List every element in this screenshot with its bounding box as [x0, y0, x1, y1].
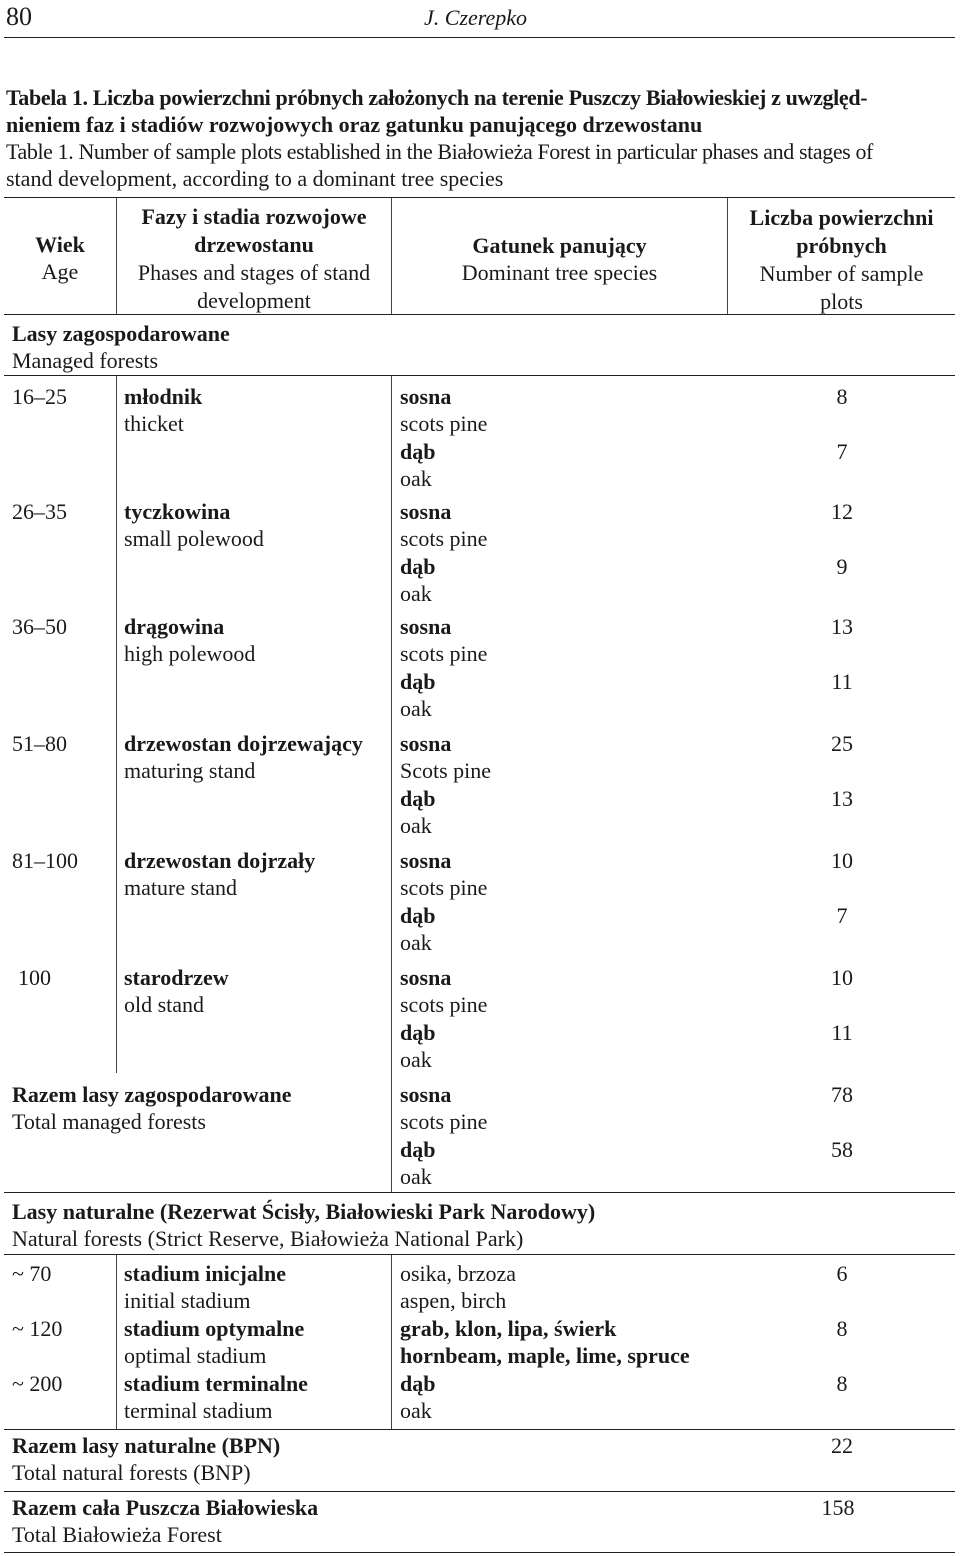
- managed-total-sp2-pl: dąb: [400, 1137, 436, 1162]
- row6-age: 100: [18, 965, 51, 990]
- row2-n2: 9: [836, 554, 848, 579]
- nat-row2-phase-en: optimal stadium: [124, 1343, 267, 1368]
- nat-row1-sp-pl: osika, brzoza: [400, 1261, 517, 1286]
- row1-sp1-pl: sosna: [400, 384, 452, 409]
- nat-row2-n: 8: [836, 1316, 848, 1341]
- header-phase-en-1: Phases and stages of stand: [137, 260, 371, 285]
- row5-sp1-en: scots pine: [400, 875, 488, 900]
- natural-total-rule: [4, 1429, 955, 1430]
- nat-row3-sp-pl: dąb: [400, 1371, 436, 1396]
- row3-sp1-en: scots pine: [400, 641, 488, 666]
- nat-row3-phase-pl: stadium terminalne: [124, 1371, 308, 1396]
- row2-phase-pl: tyczkowina: [124, 499, 231, 524]
- row4-n2: 13: [831, 786, 853, 811]
- nat-row3-age: ~ 200: [12, 1371, 63, 1396]
- row1-sp2-pl: dąb: [400, 439, 436, 464]
- row3-age: 36–50: [12, 614, 67, 639]
- row3-sp2-en: oak: [400, 696, 432, 721]
- row2-sp1-pl: sosna: [400, 499, 452, 524]
- col-rule-2-natural: [391, 1255, 392, 1429]
- natural-section-title-text: Lasy naturalne (Rezerwat Ścisły, Białowieski Park Narodowy): [12, 1199, 596, 1224]
- caption-pl-line1: Tabela 1. Liczba powierzchni próbnych założonych na terenie Puszczy Białowieskiej z uwzględ-: [6, 85, 868, 110]
- row2-phase-en: small polewood: [124, 526, 264, 551]
- row1-age: 16–25: [12, 384, 67, 409]
- nat-row3-sp-en: oak: [400, 1398, 432, 1423]
- nat-row3-n: 8: [836, 1371, 848, 1396]
- row4-n1: 25: [831, 731, 853, 756]
- nat-row2-sp-en: hornbeam, maple, lime, spruce: [400, 1343, 690, 1368]
- table-bottom-rule: [4, 1552, 955, 1553]
- managed-total-n1: 78: [831, 1082, 853, 1107]
- row5-age: 81–100: [12, 848, 78, 873]
- row6-n1: 10: [831, 965, 853, 990]
- row5-n2: 7: [836, 903, 848, 928]
- managed-total-n2: 58: [831, 1137, 853, 1162]
- row3-n2: 11: [831, 669, 853, 694]
- nat-row1-age: ~ 70: [12, 1261, 52, 1286]
- row5-phase-pl: drzewostan dojrzały: [124, 848, 316, 873]
- row6-n2: 11: [831, 1020, 853, 1045]
- managed-section-subtitle: Managed forests: [12, 348, 159, 373]
- row1-n2: 7: [836, 439, 848, 464]
- row1-phase-pl: młodnik: [124, 384, 203, 409]
- row4-phase-en: maturing stand: [124, 758, 256, 783]
- natural-total-label-en: Total natural forests (BNP): [12, 1460, 251, 1485]
- caption-pl-line2: nieniem faz i stadiów rozwojowych oraz gatunku panującego drzewostanu: [6, 112, 703, 137]
- row6-sp2-pl: dąb: [400, 1020, 436, 1045]
- col-rule-1-managed: [116, 376, 117, 1073]
- header-phase: [117, 203, 391, 315]
- row2-sp2-en: oak: [400, 581, 432, 606]
- row5-n1: 10: [831, 848, 853, 873]
- row6-sp1-en: scots pine: [400, 992, 488, 1017]
- col-rule-1-natural: [116, 1255, 117, 1429]
- row3-sp1-pl: sosna: [400, 614, 452, 639]
- natural-section-top-rule: [4, 1192, 955, 1193]
- header-count-pl-1: Liczba powierzchni: [749, 205, 934, 230]
- natural-section-subtitle: Natural forests (Strict Reserve, Białowieża National Park): [12, 1226, 524, 1251]
- row3-phase-pl: drągowina: [124, 614, 225, 639]
- managed-total-label-en: Total managed forests: [12, 1109, 206, 1134]
- managed-section-rule: [4, 375, 955, 376]
- row6-sp2-en: oak: [400, 1047, 432, 1072]
- header-count: [728, 204, 955, 316]
- row6-phase-pl: starodrzew: [124, 965, 229, 990]
- row4-sp1-en: Scots pine: [400, 758, 492, 783]
- caption-en-line1: Table 1. Number of sample plots established in the Białowieża Forest in particular phases and stages of: [6, 139, 873, 164]
- grand-total-rule: [4, 1491, 955, 1492]
- managed-section-title: Lasy zagospodarowane: [12, 321, 230, 346]
- header-species-pl: Gatunek panujący: [472, 233, 647, 258]
- header-age-pl: Wiek: [35, 232, 85, 257]
- row6-phase-en: old stand: [124, 992, 205, 1017]
- header-age: [4, 231, 116, 285]
- nat-row2-phase-pl: stadium optymalne: [124, 1316, 305, 1341]
- natural-total-label-pl: Razem lasy naturalne (BPN): [12, 1433, 281, 1458]
- natural-section-title: [12, 1198, 595, 1225]
- grand-total-label-pl: Razem cała Puszcza Białowieska: [12, 1495, 319, 1520]
- nat-row2-age: ~ 120: [12, 1316, 63, 1341]
- row5-sp1-pl: sosna: [400, 848, 452, 873]
- nat-row3-phase-en: terminal stadium: [124, 1398, 273, 1423]
- row3-phase-en: high polewood: [124, 641, 256, 666]
- row3-n1: 13: [831, 614, 853, 639]
- row2-age: 26–35: [12, 499, 67, 524]
- header-phase-pl-2: drzewostanu: [194, 232, 314, 257]
- grand-total-label-en: Total Białowieża Forest: [12, 1522, 222, 1547]
- managed-total-sp1-en: scots pine: [400, 1109, 488, 1134]
- row5-phase-en: mature stand: [124, 875, 238, 900]
- running-author: J. Czerepko: [424, 5, 528, 30]
- header-count-en-2: plots: [820, 289, 863, 314]
- table-top-rule: [4, 197, 955, 198]
- head-rule: [4, 37, 955, 38]
- natural-section-rule: [4, 1254, 955, 1255]
- row1-sp2-en: oak: [400, 466, 432, 491]
- col-rule-2-managed: [391, 376, 392, 1192]
- row4-sp1-pl: sosna: [400, 731, 452, 756]
- row1-n1: 8: [836, 384, 848, 409]
- managed-total-sp1-pl: sosna: [400, 1082, 452, 1107]
- row2-sp1-en: scots pine: [400, 526, 488, 551]
- row2-n1: 12: [831, 499, 853, 524]
- header-species-en: Dominant tree species: [461, 260, 658, 285]
- row2-sp2-pl: dąb: [400, 554, 436, 579]
- row5-sp2-en: oak: [400, 930, 432, 955]
- header-count-en-1: Number of sample: [759, 261, 924, 286]
- row1-sp1-en: scots pine: [400, 411, 488, 436]
- nat-row1-phase-pl: stadium inicjalne: [124, 1261, 286, 1286]
- nat-row2-sp-pl: grab, klon, lipa, świerk: [400, 1316, 617, 1341]
- managed-total-sp2-en: oak: [400, 1164, 432, 1189]
- caption-en-line2: stand development, according to a dominant tree species: [6, 166, 504, 191]
- nat-row1-sp-en: aspen, birch: [400, 1288, 507, 1313]
- row4-sp2-pl: dąb: [400, 786, 436, 811]
- nat-row1-phase-en: initial stadium: [124, 1288, 251, 1313]
- row4-age: 51–80: [12, 731, 67, 756]
- header-species: [392, 232, 727, 286]
- header-phase-pl-1: Fazy i stadia rozwojowe: [141, 204, 367, 229]
- page-number: 80: [6, 2, 32, 31]
- row6-sp1-pl: sosna: [400, 965, 452, 990]
- row5-sp2-pl: dąb: [400, 903, 436, 928]
- nat-row1-n: 6: [836, 1261, 848, 1286]
- row4-sp2-en: oak: [400, 813, 432, 838]
- header-age-en: Age: [41, 259, 79, 284]
- row1-phase-en: thicket: [124, 411, 184, 436]
- header-phase-en-2: development: [197, 288, 311, 313]
- row3-sp2-pl: dąb: [400, 669, 436, 694]
- grand-total-n: 158: [821, 1495, 855, 1520]
- managed-total-label-pl: Razem lasy zagospodarowane: [12, 1082, 292, 1107]
- row4-phase-pl: drzewostan dojrzewający: [124, 731, 363, 756]
- header-count-pl-2: próbnych: [796, 233, 887, 258]
- natural-total-n: 22: [831, 1433, 853, 1458]
